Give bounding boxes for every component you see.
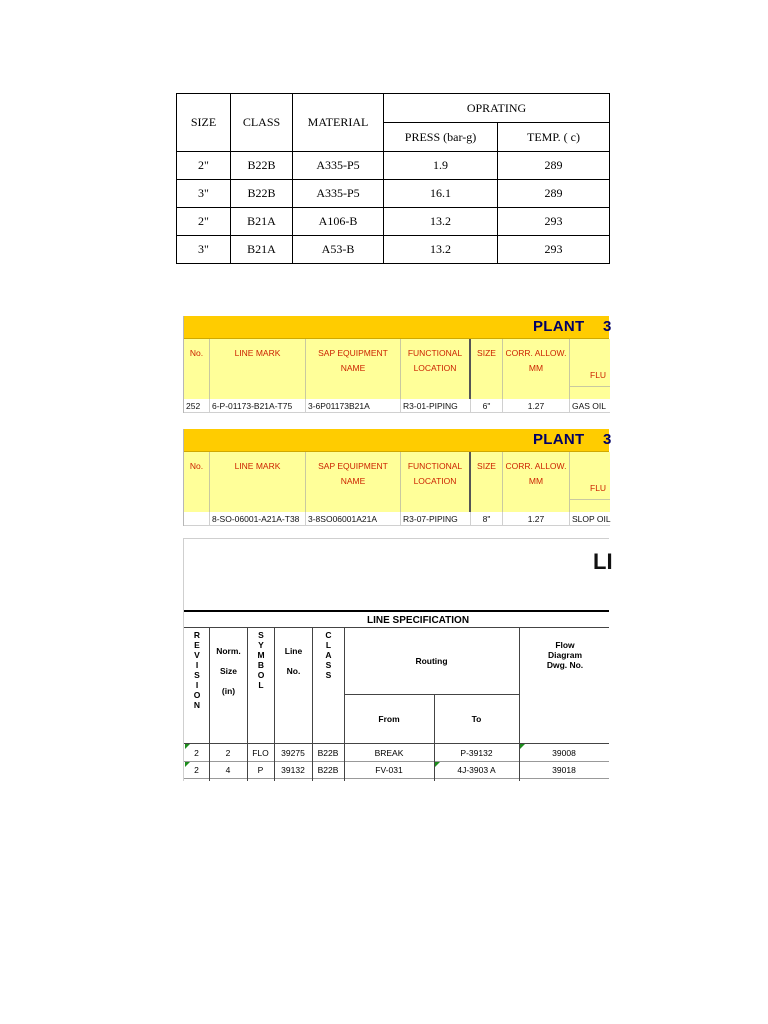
cell-flow: 39018 (552, 765, 576, 775)
header-size: SIZE (471, 339, 503, 399)
header-revision: R E V I S I O N (193, 630, 201, 710)
header-corr-allow: CORR. ALLOW. MM (503, 339, 570, 399)
cell-size: 6" (471, 399, 503, 413)
header-size: SIZE (471, 452, 503, 512)
cell-flow: 39008 (552, 748, 576, 758)
table-row (177, 180, 610, 208)
cell-class: B21A (231, 208, 293, 236)
cell-line-mark: 8-SO-06001-A21A-T38 (210, 512, 306, 526)
comment-indicator (435, 762, 440, 767)
header-functional-location: FUNCTIONAL LOCATION (401, 452, 471, 512)
header-norm-size: Norm. Size (in) (216, 646, 241, 696)
fluid-header-text: FLU (590, 370, 607, 380)
title-divider (184, 610, 609, 612)
plant-title-suffix: 3 (603, 318, 612, 335)
plant-table-1 (183, 316, 612, 413)
cell-line-no: 39132 (281, 765, 305, 775)
cell-press: 13.2 (384, 208, 498, 236)
table-row (177, 152, 610, 180)
cell-fluid: SLOP OIL (572, 514, 611, 524)
table-row (177, 236, 610, 264)
cell-material: A335-P5 (293, 152, 384, 180)
plant-title: PLANT (533, 318, 585, 335)
cell-fluid: GAS OIL (570, 399, 610, 413)
header-no: No. (184, 339, 210, 399)
plant-header-bar (184, 429, 612, 452)
cell-functional-location: R3-01-PIPING (401, 399, 471, 413)
header-line-mark: LINE MARK (210, 452, 306, 512)
header-material: MATERIAL (293, 94, 384, 152)
comment-indicator (185, 744, 190, 749)
cell-temp: 289 (498, 152, 610, 180)
cell-material: A106-B (293, 208, 384, 236)
cell-from: BREAK (374, 748, 404, 758)
header-line-mark: LINE MARK (210, 339, 306, 399)
cell-from: FV-031 (375, 765, 403, 775)
header-from: From (378, 714, 400, 724)
header-to: To (471, 714, 482, 724)
header-corr-allow: CORR. ALLOW. MM (503, 452, 570, 512)
cell-line-mark: 6-P-01173-B21A-T75 (210, 399, 306, 413)
cell-functional-location: R3-07-PIPING (401, 512, 471, 526)
header-size: SIZE (177, 94, 231, 152)
header-press: PRESS (bar-g) (384, 123, 498, 152)
header-functional-location: FUNCTIONAL LOCATION (401, 339, 471, 399)
cell-temp: 293 (498, 208, 610, 236)
line-spec-title: LINE SPECIFICATION (367, 615, 470, 626)
cell-class: B22B (231, 152, 293, 180)
cell-size: 8" (471, 512, 503, 526)
plant-title-suffix: 3 (603, 431, 612, 448)
cell-revision: 2 (194, 748, 199, 758)
header-sap: SAP EQUIPMENT NAME (306, 339, 401, 399)
table-row (177, 208, 610, 236)
cell-size: 2" (177, 152, 231, 180)
comment-indicator (520, 744, 525, 749)
cell-material: A53-B (293, 236, 384, 264)
header-routing: Routing (415, 656, 448, 666)
cell-size: 3" (177, 180, 231, 208)
header-sap: SAP EQUIPMENT NAME (306, 452, 401, 512)
header-no: No. (184, 452, 210, 512)
cell-no: 252 (184, 399, 210, 413)
plant-title: PLANT (533, 431, 585, 448)
cell-press: 16.1 (384, 180, 498, 208)
cell-size: 3" (177, 236, 231, 264)
plant-table-2 (183, 429, 612, 526)
cell-press: 13.2 (384, 236, 498, 264)
sheet-big-title: LI (593, 549, 613, 574)
cell-class: B22B (317, 748, 339, 758)
header-line-no: Line No. (284, 646, 303, 676)
cell-press: 1.9 (384, 152, 498, 180)
cell-sap: 3-8SO06001A21A (306, 512, 401, 526)
cell-symbol: P (257, 765, 264, 775)
header-symbol: S Y M B O L (257, 630, 265, 690)
header-fluid (570, 452, 610, 512)
cell-size: 2 (225, 748, 231, 758)
cell-material: A335-P5 (293, 180, 384, 208)
cell-temp: 293 (498, 236, 610, 264)
cell-symbol: FLO (252, 748, 269, 758)
line-specification-sheet (183, 538, 613, 781)
cell-corr: 1.27 (503, 512, 570, 526)
operating-conditions-table (176, 93, 610, 264)
header-class: C L A S S (325, 630, 332, 680)
cell-sap: 3-6P01173B21A (306, 399, 401, 413)
header-class: CLASS (231, 94, 293, 152)
cell-temp: 289 (498, 180, 610, 208)
cell-to: 4J-3903 A (457, 765, 496, 775)
header-flow-diagram: Flow Diagram Dwg. No. (546, 640, 584, 670)
cell-corr: 1.27 (503, 399, 570, 413)
header-operating: OPRATING (384, 94, 610, 123)
cell-class: B22B (231, 180, 293, 208)
cell-to: P-39132 (460, 748, 493, 758)
header-fluid (570, 339, 610, 399)
cell-no (184, 512, 210, 526)
plant-header-bar (184, 316, 612, 339)
cell-class: B21A (231, 236, 293, 264)
cell-size: 2" (177, 208, 231, 236)
comment-indicator (185, 762, 190, 767)
cell-revision: 2 (194, 765, 199, 775)
fluid-header-text: FLU (590, 483, 607, 493)
cell-size: 4 (225, 765, 231, 775)
header-temp: TEMP. ( c) (498, 123, 610, 152)
cell-class: B22B (317, 765, 339, 775)
cell-line-no: 39275 (281, 748, 305, 758)
